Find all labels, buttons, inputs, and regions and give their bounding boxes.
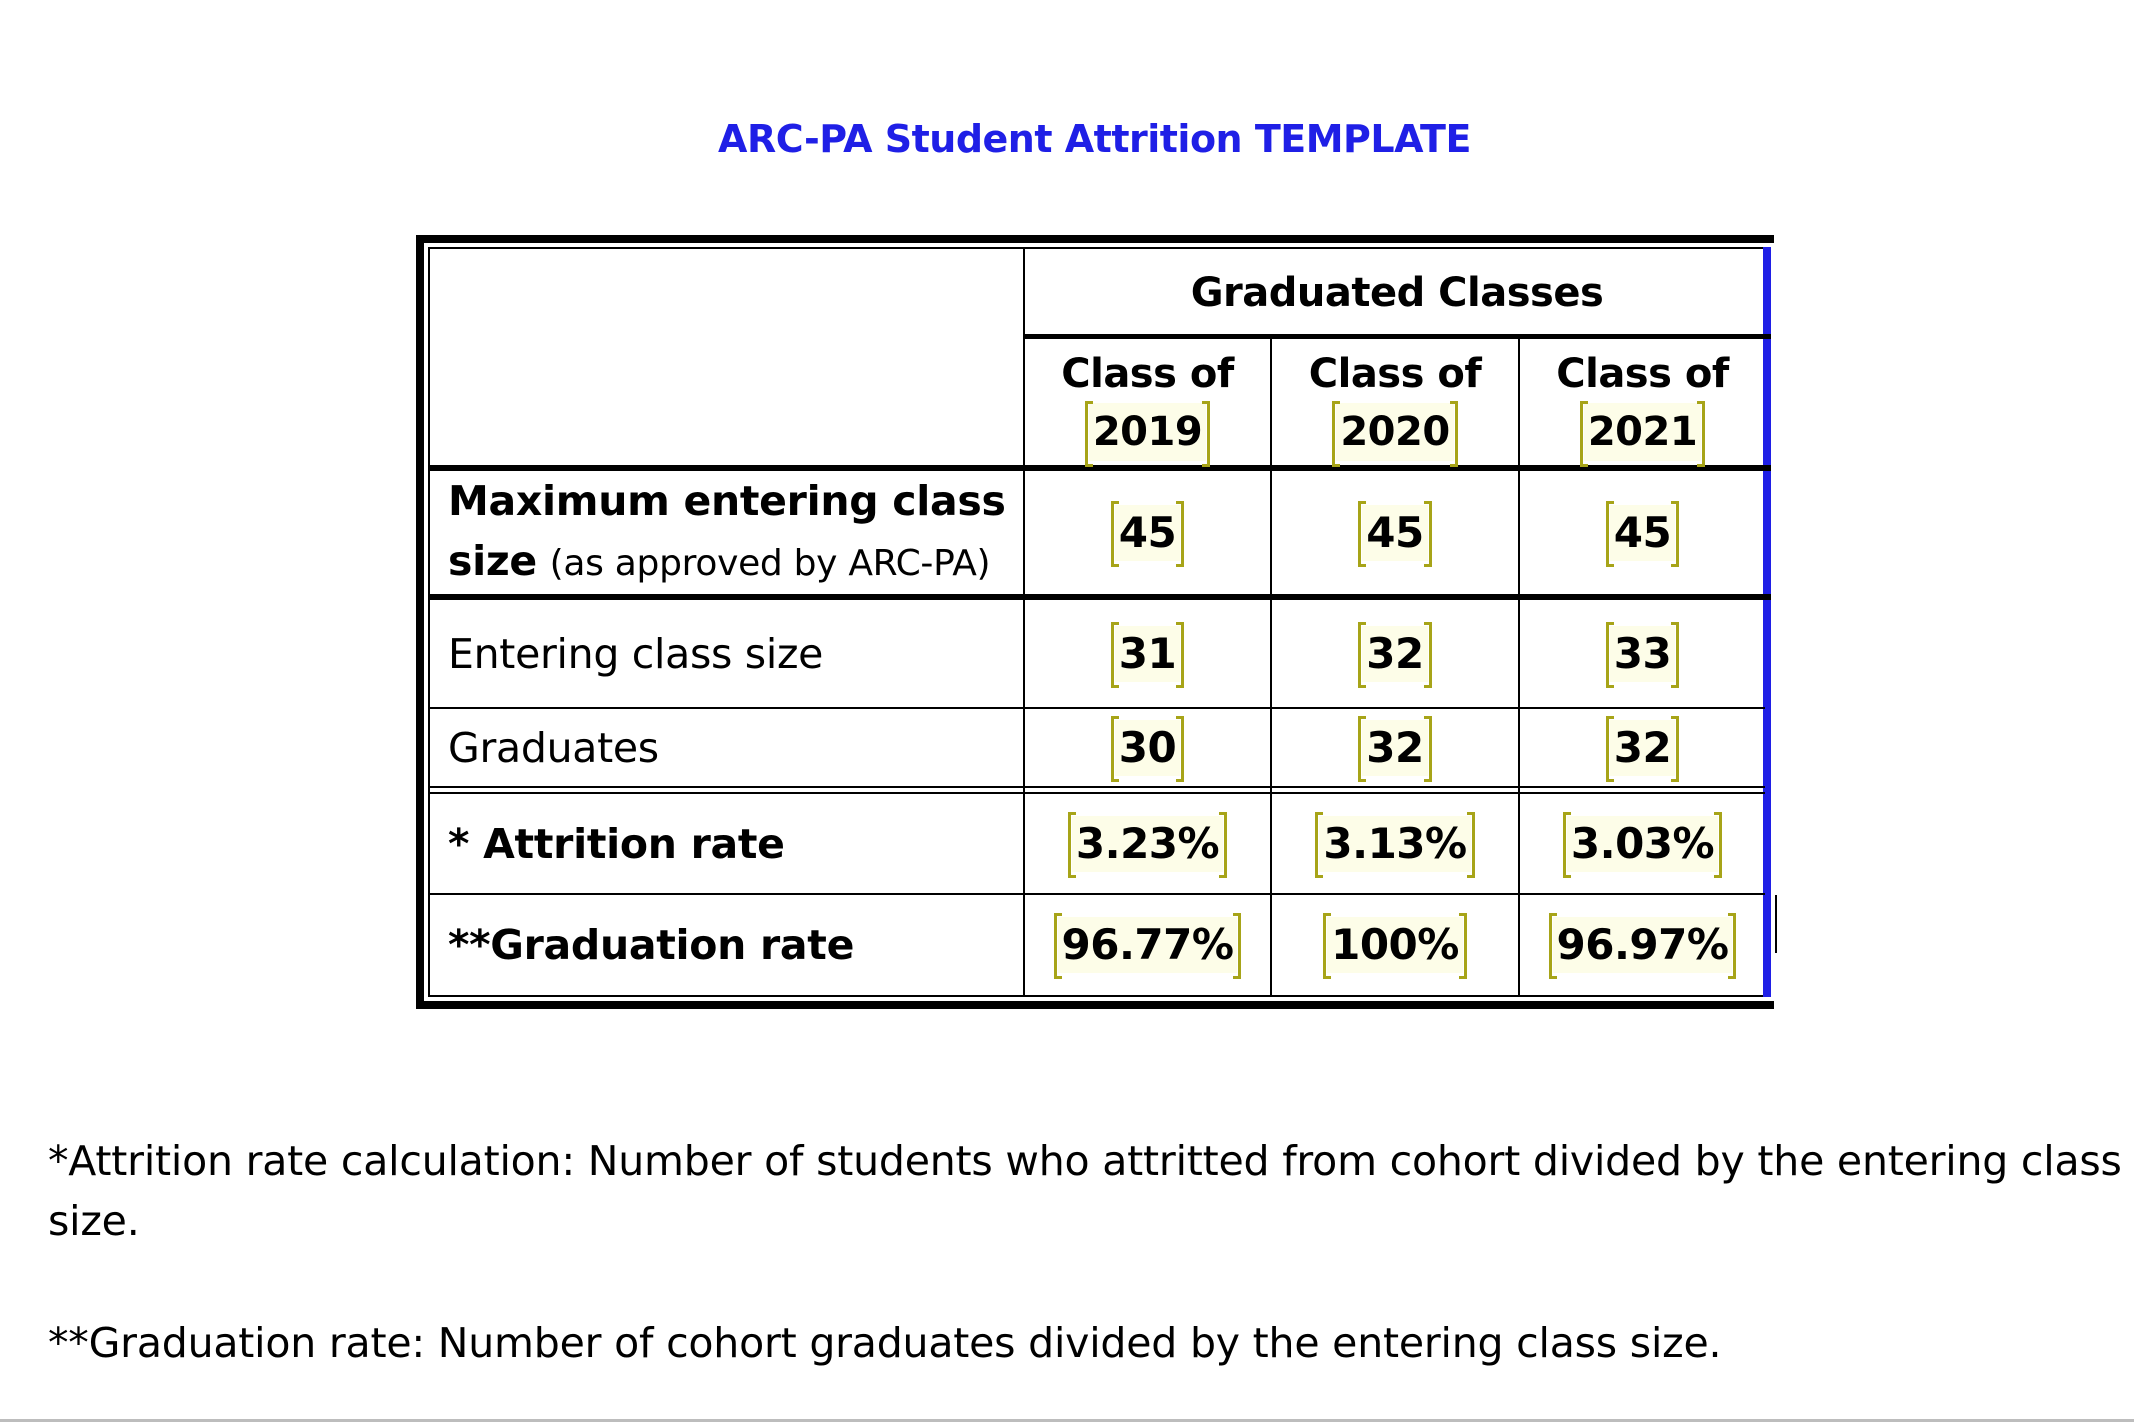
page-title: ARC-PA Student Attrition TEMPLATE [718,117,1471,161]
value-field[interactable]: 31 [1115,626,1180,682]
row-label-note: (as approved by ARC-PA) [549,543,991,584]
column-header-2020 [1272,340,1518,466]
value-field[interactable]: 45 [1610,505,1675,561]
table-cell [1272,471,1518,594]
year-field[interactable]: 2020 [1336,403,1453,461]
value-field[interactable]: 96.97% [1553,917,1733,973]
value-field[interactable]: 45 [1362,505,1427,561]
value-field[interactable]: 32 [1362,720,1427,776]
attrition-footnote [48,1131,2128,1251]
row-label-text: Graduates [448,723,659,772]
row-label-text: **Graduation rate [448,921,855,969]
row-label-graduation [430,895,1023,995]
table-cell [1520,600,1765,707]
divider [428,786,1765,788]
table-cell [1272,709,1518,786]
attrition-footnote-line2: size. [48,1197,140,1245]
year-field[interactable]: 2021 [1584,403,1701,461]
divider [1775,895,1777,953]
column-prefix: Class of [1308,351,1482,397]
row-label-entering [430,600,1023,707]
column-header-2019 [1025,340,1270,466]
row-label-text: Entering class size [448,629,824,678]
year-field[interactable]: 2019 [1089,403,1206,461]
row-label-line2 [448,531,990,594]
row-label-graduates [430,709,1023,786]
value-field[interactable]: 96.77% [1058,917,1238,973]
value-field[interactable]: 45 [1115,505,1180,561]
row-label-max-entering [430,471,1023,594]
value-field[interactable]: 3.13% [1319,816,1470,872]
value-field[interactable]: 32 [1362,626,1427,682]
value-field[interactable]: 32 [1610,720,1675,776]
row-label-bold: Maximum entering class [448,477,1006,525]
value-field[interactable]: 100% [1327,917,1463,973]
row-label-bold: size [448,537,537,585]
table-cell [1520,709,1765,786]
column-prefix: Class of [1556,351,1729,397]
table-cell [1520,794,1765,893]
table-cell [1025,600,1270,707]
group-header-label: Graduated Classes [1190,270,1604,316]
table-cell [1520,471,1765,594]
table-cell [1025,794,1270,893]
column-header-2021 [1520,340,1765,466]
row-label-line1 [448,471,1006,531]
value-field[interactable]: 30 [1115,720,1180,776]
table-cell [1272,794,1518,893]
graduation-footnote: **Graduation rate: Number of cohort graduates divided by the entering class size. [48,1319,1722,1367]
row-label-attrition [430,794,1023,893]
table-cell [1025,471,1270,594]
table-cell [1025,709,1270,786]
table-cell [1272,600,1518,707]
value-field[interactable]: 33 [1610,626,1675,682]
table-cell [1272,895,1518,995]
value-field[interactable]: 3.03% [1567,816,1718,872]
group-header [1025,251,1769,335]
value-field[interactable]: 3.23% [1072,816,1223,872]
table-cell [1025,895,1270,995]
attrition-footnote-line1: *Attrition rate calculation: Number of students who attritted from cohort divided by the entering class [48,1137,2122,1185]
row-label-text: * Attrition rate [448,819,785,868]
table-cell [1520,895,1765,995]
column-prefix: Class of [1061,351,1234,397]
